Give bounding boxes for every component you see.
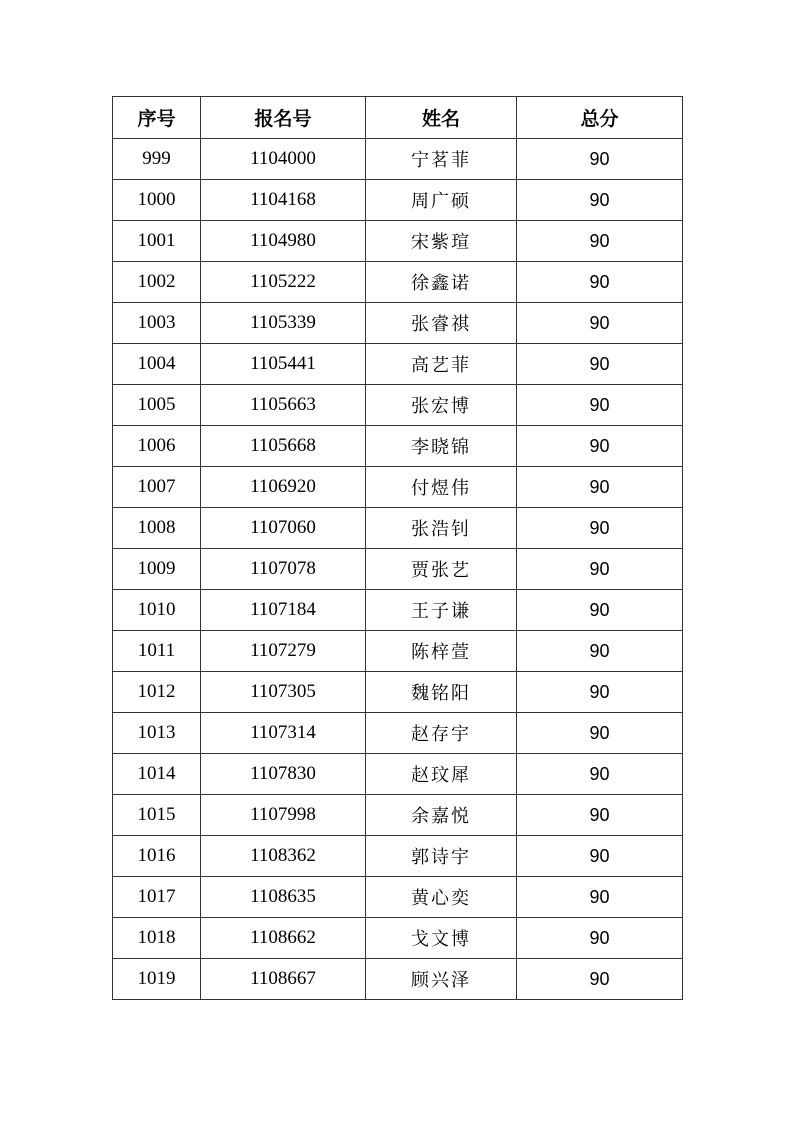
table-row [113,344,683,385]
registration-number-cell: 1108667 [201,959,366,1000]
serial-number-cell: 1004 [113,344,201,385]
registration-number-cell: 1107060 [201,508,366,549]
serial-number-cell: 1011 [113,631,201,672]
header-serial-number: 序号 [113,97,201,139]
serial-number-cell: 1014 [113,754,201,795]
total-score-cell: 90 [517,344,683,385]
name-cell: 王子谦 [366,590,517,631]
score-table [112,96,683,1000]
registration-number-cell: 1105441 [201,344,366,385]
serial-number-cell: 1009 [113,549,201,590]
table-row [113,877,683,918]
total-score-cell: 90 [517,631,683,672]
table-row [113,426,683,467]
table-row [113,836,683,877]
name-cell: 陈梓萱 [366,631,517,672]
registration-number-cell: 1108635 [201,877,366,918]
name-cell: 宁茗菲 [366,139,517,180]
table-row [113,303,683,344]
table-row [113,221,683,262]
name-cell: 徐鑫诺 [366,262,517,303]
name-cell: 周广硕 [366,180,517,221]
table-row [113,672,683,713]
name-cell: 李晓锦 [366,426,517,467]
registration-number-cell: 1108662 [201,918,366,959]
table-row [113,713,683,754]
registration-number-cell: 1107279 [201,631,366,672]
total-score-cell: 90 [517,959,683,1000]
serial-number-cell: 1006 [113,426,201,467]
table-row [113,139,683,180]
table-row [113,467,683,508]
total-score-cell: 90 [517,467,683,508]
total-score-cell: 90 [517,877,683,918]
table-row [113,795,683,836]
table-body [113,139,683,1000]
registration-number-cell: 1107184 [201,590,366,631]
registration-number-cell: 1105222 [201,262,366,303]
serial-number-cell: 1003 [113,303,201,344]
serial-number-cell: 1005 [113,385,201,426]
name-cell: 张浩钊 [366,508,517,549]
name-cell: 赵玟犀 [366,754,517,795]
serial-number-cell: 1002 [113,262,201,303]
total-score-cell: 90 [517,836,683,877]
name-cell: 张宏博 [366,385,517,426]
table-row [113,549,683,590]
registration-number-cell: 1107078 [201,549,366,590]
registration-number-cell: 1104168 [201,180,366,221]
registration-number-cell: 1108362 [201,836,366,877]
table-row [113,590,683,631]
total-score-cell: 90 [517,713,683,754]
name-cell: 宋紫瑄 [366,221,517,262]
table-row [113,180,683,221]
name-cell: 余嘉悦 [366,795,517,836]
registration-number-cell: 1104000 [201,139,366,180]
total-score-cell: 90 [517,303,683,344]
serial-number-cell: 1010 [113,590,201,631]
name-cell: 贾张艺 [366,549,517,590]
total-score-cell: 90 [517,385,683,426]
name-cell: 郭诗宇 [366,836,517,877]
total-score-cell: 90 [517,508,683,549]
serial-number-cell: 1008 [113,508,201,549]
header-registration-number: 报名号 [201,97,366,139]
serial-number-cell: 1015 [113,795,201,836]
name-cell: 顾兴泽 [366,959,517,1000]
table-header-row [113,97,683,139]
table-row [113,631,683,672]
serial-number-cell: 1000 [113,180,201,221]
table-row [113,959,683,1000]
total-score-cell: 90 [517,262,683,303]
table-row [113,754,683,795]
registration-number-cell: 1105663 [201,385,366,426]
serial-number-cell: 1007 [113,467,201,508]
table-row [113,262,683,303]
name-cell: 付煜伟 [366,467,517,508]
registration-number-cell: 1107830 [201,754,366,795]
registration-number-cell: 1107998 [201,795,366,836]
serial-number-cell: 1018 [113,918,201,959]
serial-number-cell: 1017 [113,877,201,918]
total-score-cell: 90 [517,590,683,631]
name-cell: 高艺菲 [366,344,517,385]
serial-number-cell: 1019 [113,959,201,1000]
registration-number-cell: 1105339 [201,303,366,344]
registration-number-cell: 1106920 [201,467,366,508]
serial-number-cell: 999 [113,139,201,180]
header-total-score: 总分 [517,97,683,139]
header-name: 姓名 [366,97,517,139]
name-cell: 张睿祺 [366,303,517,344]
name-cell: 黄心奕 [366,877,517,918]
name-cell: 魏铭阳 [366,672,517,713]
table-row [113,385,683,426]
total-score-cell: 90 [517,754,683,795]
name-cell: 赵存宇 [366,713,517,754]
serial-number-cell: 1013 [113,713,201,754]
total-score-cell: 90 [517,918,683,959]
name-cell: 戈文博 [366,918,517,959]
total-score-cell: 90 [517,426,683,467]
serial-number-cell: 1012 [113,672,201,713]
total-score-cell: 90 [517,180,683,221]
total-score-cell: 90 [517,139,683,180]
total-score-cell: 90 [517,672,683,713]
serial-number-cell: 1016 [113,836,201,877]
serial-number-cell: 1001 [113,221,201,262]
registration-number-cell: 1105668 [201,426,366,467]
table-row [113,508,683,549]
table-row [113,918,683,959]
registration-number-cell: 1107305 [201,672,366,713]
registration-number-cell: 1104980 [201,221,366,262]
registration-number-cell: 1107314 [201,713,366,754]
total-score-cell: 90 [517,795,683,836]
total-score-cell: 90 [517,221,683,262]
total-score-cell: 90 [517,549,683,590]
